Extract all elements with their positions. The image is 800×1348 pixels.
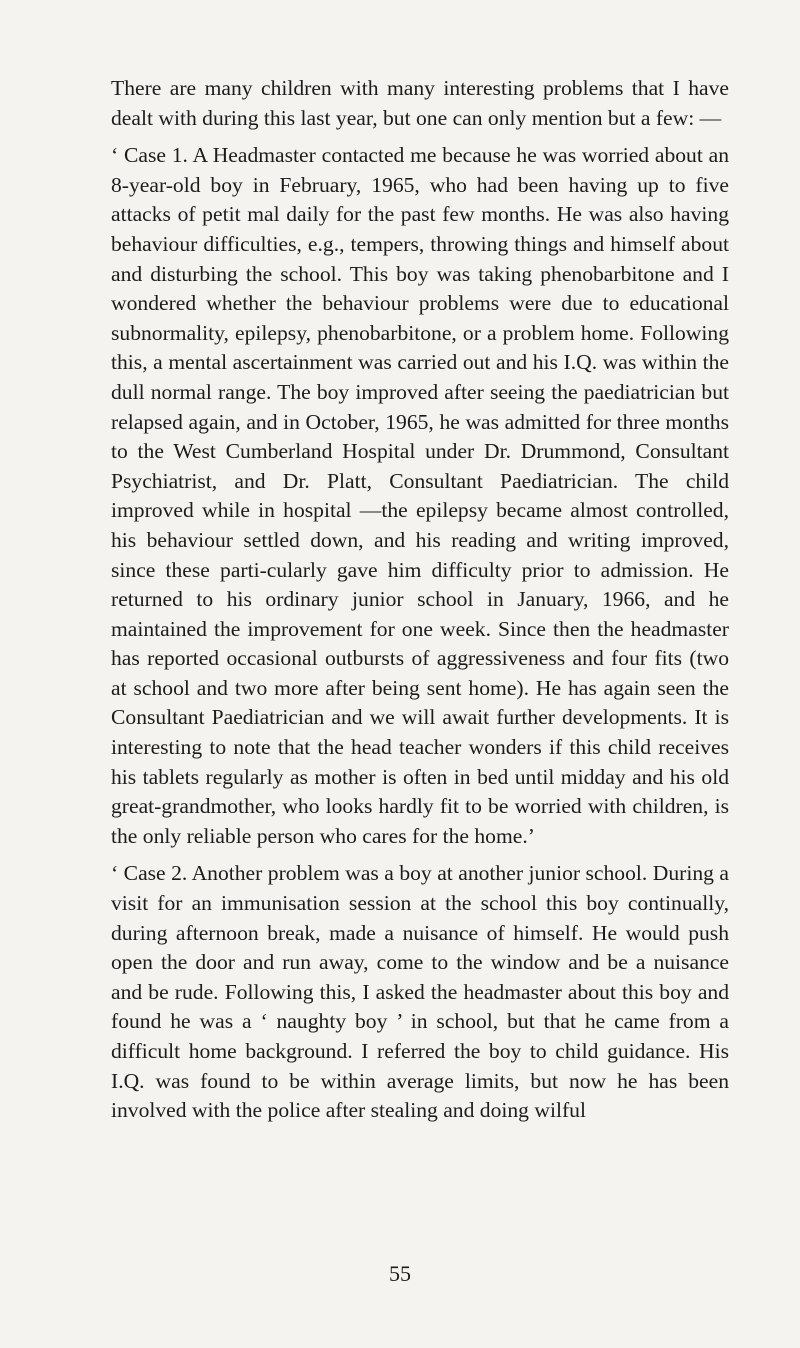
intro-paragraph: There are many children with many interesting problems that I have dealt with during this last year, but one can only mention but a few: — — [111, 76, 729, 130]
document-page — [111, 74, 729, 1126]
page-number: 55 — [389, 1261, 411, 1286]
case-2-paragraph: ‘ Case 2. Another problem was a boy at another junior school. During a visit for an immunisation session at the school this boy continually, during afternoon break, made a nuisance of himself. He would push open the door and run away, come to the window and be a nuisance and be rude. Following this, I asked the headmaster about this boy and found he was a ‘ naughty boy ’ in school, but that he came from a difficult home background. I referred the boy to child guidance. His I.Q. was found to be within average limits, but now he has been involved with the police after stealing and doing wilful — [111, 861, 729, 1123]
case-1-paragraph: ‘ Case 1. A Headmaster contacted me because he was worried about an 8-year-old boy in February, 1965, who had been having up to five attacks of petit mal daily for the past few months. He was also having behaviour difficulties, e.g., tempers, throwing things and himself about and disturbing the school. This boy was taking phenobarbitone and I wondered whether the behaviour problems were due to educational subnormality, epilepsy, phenobarbitone, or a problem home. Following this, a mental ascertainment was carried out and his I.Q. was within the dull normal range. The boy improved after seeing the paediatrician but relapsed again, and in October, 1965, he was admitted for three months to the West Cumberland Hospital under Dr. Drummond, Consultant Psychiatrist, and Dr. Platt, Consultant Paediatrician. The child improved while in hospital —the epilepsy became almost controlled, his behaviour settled down, and his reading and writing improved, since these parti-cularly gave him difficulty prior to admission. He returned to his ordinary junior school in January, 1966, and he maintained the improvement for one week. Since then the headmaster has reported occasional outbursts of aggressiveness and four fits (two at school and two more after being sent home). He has again seen the Consultant Paediatrician and we will await further developments. It is interesting to note that the head teacher wonders if this child receives his tablets regularly as mother is often in bed until midday and his old great-grandmother, who looks hardly fit to be worried with children, is the only reliable person who cares for the home.’ — [111, 143, 729, 848]
